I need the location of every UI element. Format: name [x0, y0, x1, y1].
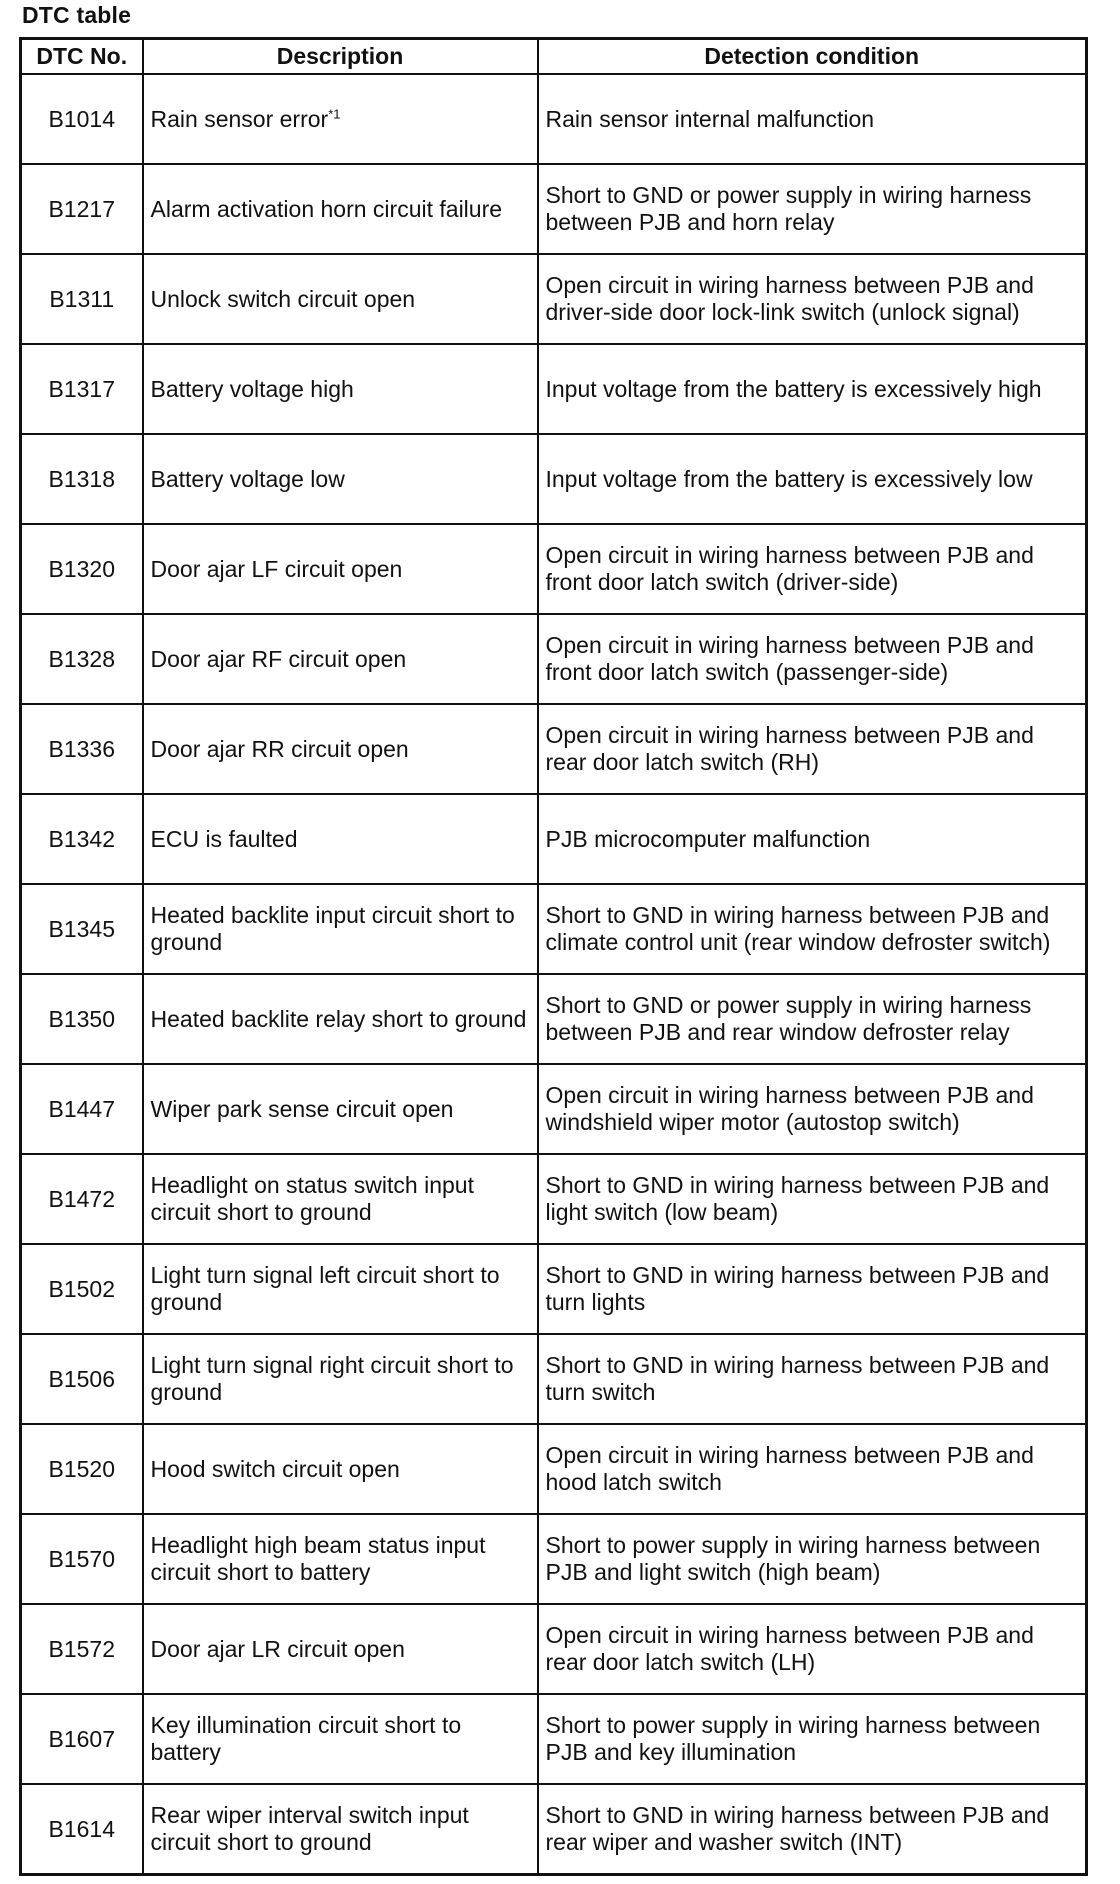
description-text: Door ajar RF circuit open: [150, 645, 407, 672]
description-cell: [143, 704, 538, 794]
description-text: ECU is faulted: [150, 825, 298, 852]
dtc-code-cell: B1570: [21, 1514, 143, 1604]
description-cell: [143, 1604, 538, 1694]
table-row: [21, 1154, 1087, 1244]
description-text: Door ajar RR circuit open: [150, 735, 409, 762]
detection-condition-cell: Open circuit in wiring harness between PJB and front door latch switch (passenger-side): [538, 614, 1087, 704]
description-cell: [143, 164, 538, 254]
detection-condition-cell: PJB microcomputer malfunction: [538, 794, 1087, 884]
description-text: Unlock switch circuit open: [150, 285, 416, 312]
description-text: Battery voltage low: [150, 465, 345, 492]
dtc-code-cell: B1014: [21, 74, 143, 164]
description-text: Heated backlite relay short to ground: [150, 1005, 527, 1032]
description-cell: [143, 1514, 538, 1604]
dtc-code-cell: B1572: [21, 1604, 143, 1694]
description-text: Key illumination circuit short to battery: [150, 1712, 462, 1765]
header-dtc-no: DTC No.: [21, 39, 143, 75]
description-cell: [143, 1784, 538, 1875]
detection-condition-cell: Open circuit in wiring harness between PJB and rear door latch switch (LH): [538, 1604, 1087, 1694]
description-cell: [143, 254, 538, 344]
table-row: [21, 1334, 1087, 1424]
description-cell: [143, 434, 538, 524]
table-row: [21, 1694, 1087, 1784]
description-cell: [143, 884, 538, 974]
dtc-code-cell: B1217: [21, 164, 143, 254]
description-cell: [143, 344, 538, 434]
table-row: [21, 524, 1087, 614]
footnote-marker: *1: [328, 105, 341, 121]
dtc-code-cell: B1345: [21, 884, 143, 974]
description-cell: [143, 614, 538, 704]
description-cell: [143, 974, 538, 1064]
table-row: [21, 614, 1087, 704]
table-header-row: [21, 39, 1087, 75]
detection-condition-cell: Short to GND in wiring harness between PJB and turn lights: [538, 1244, 1087, 1334]
description-cell: [143, 1244, 538, 1334]
dtc-code-cell: B1520: [21, 1424, 143, 1514]
dtc-code-cell: B1342: [21, 794, 143, 884]
header-detection-condition: Detection condition: [538, 39, 1087, 75]
table-row: [21, 974, 1087, 1064]
detection-condition-cell: Short to GND or power supply in wiring harness between PJB and horn relay: [538, 164, 1087, 254]
detection-condition-cell: Short to power supply in wiring harness between PJB and key illumination: [538, 1694, 1087, 1784]
dtc-code-cell: B1320: [21, 524, 143, 614]
table-row: [21, 1424, 1087, 1514]
detection-condition-cell: Rain sensor internal malfunction: [538, 74, 1087, 164]
table-row: [21, 1784, 1087, 1875]
dtc-code-cell: B1472: [21, 1154, 143, 1244]
table-row: [21, 74, 1087, 164]
detection-condition-cell: Open circuit in wiring harness between PJB and rear door latch switch (RH): [538, 704, 1087, 794]
description-text: Hood switch circuit open: [150, 1455, 400, 1482]
dtc-code-cell: B1328: [21, 614, 143, 704]
dtc-table: [19, 37, 1088, 1876]
description-text: Light turn signal right circuit short to ground: [150, 1352, 514, 1405]
detection-condition-cell: Short to power supply in wiring harness between PJB and light switch (high beam): [538, 1514, 1087, 1604]
table-row: [21, 1604, 1087, 1694]
detection-condition-cell: Open circuit in wiring harness between PJB and front door latch switch (driver-side): [538, 524, 1087, 614]
description-text: Door ajar LR circuit open: [150, 1635, 405, 1662]
description-text: Light turn signal left circuit short to ground: [150, 1262, 500, 1315]
detection-condition-cell: Short to GND in wiring harness between PJB and rear wiper and washer switch (INT): [538, 1784, 1087, 1875]
description-text: Battery voltage high: [150, 375, 354, 402]
table-row: [21, 434, 1087, 524]
description-text: Rear wiper interval switch input circuit short to ground: [150, 1802, 469, 1855]
description-text: Headlight on status switch input circuit short to ground: [150, 1172, 474, 1225]
description-cell: [143, 794, 538, 884]
detection-condition-cell: Open circuit in wiring harness between PJB and driver-side door lock-link switch (unlock signal): [538, 254, 1087, 344]
header-description: Description: [143, 39, 538, 75]
detection-condition-cell: Short to GND in wiring harness between PJB and climate control unit (rear window defroster switch): [538, 884, 1087, 974]
dtc-code-cell: B1336: [21, 704, 143, 794]
dtc-code-cell: B1506: [21, 1334, 143, 1424]
detection-condition-cell: Input voltage from the battery is excessively high: [538, 344, 1087, 434]
description-text: Wiper park sense circuit open: [150, 1095, 454, 1122]
table-row: [21, 1064, 1087, 1154]
dtc-code-cell: B1502: [21, 1244, 143, 1334]
detection-condition-cell: Open circuit in wiring harness between PJB and hood latch switch: [538, 1424, 1087, 1514]
table-row: [21, 1244, 1087, 1334]
dtc-code-cell: B1447: [21, 1064, 143, 1154]
dtc-code-cell: B1318: [21, 434, 143, 524]
table-body: [21, 74, 1087, 1875]
description-cell: [143, 1694, 538, 1784]
dtc-code-cell: B1614: [21, 1784, 143, 1875]
description-cell: [143, 1424, 538, 1514]
description-text: Door ajar LF circuit open: [150, 555, 403, 582]
table-row: [21, 254, 1087, 344]
page-title: DTC table: [22, 2, 132, 28]
description-text: Alarm activation horn circuit failure: [150, 195, 503, 222]
description-cell: [143, 1154, 538, 1244]
description-text: Rain sensor error: [150, 105, 329, 132]
detection-condition-cell: Short to GND in wiring harness between PJB and light switch (low beam): [538, 1154, 1087, 1244]
description-cell: [143, 524, 538, 614]
table-row: [21, 794, 1087, 884]
table-row: [21, 884, 1087, 974]
dtc-code-cell: B1607: [21, 1694, 143, 1784]
detection-condition-cell: Open circuit in wiring harness between PJB and windshield wiper motor (autostop switch): [538, 1064, 1087, 1154]
description-cell: [143, 74, 538, 164]
description-cell: [143, 1064, 538, 1154]
table-row: [21, 1514, 1087, 1604]
dtc-code-cell: B1350: [21, 974, 143, 1064]
dtc-code-cell: B1317: [21, 344, 143, 434]
detection-condition-cell: Short to GND or power supply in wiring harness between PJB and rear window defroster relay: [538, 974, 1087, 1064]
detection-condition-cell: Short to GND in wiring harness between PJB and turn switch: [538, 1334, 1087, 1424]
description-text: Heated backlite input circuit short to ground: [150, 902, 515, 955]
detection-condition-cell: Input voltage from the battery is excessively low: [538, 434, 1087, 524]
table-row: [21, 704, 1087, 794]
description-cell: [143, 1334, 538, 1424]
table-row: [21, 164, 1087, 254]
description-text: Headlight high beam status input circuit short to battery: [150, 1532, 486, 1585]
dtc-code-cell: B1311: [21, 254, 143, 344]
table-row: [21, 344, 1087, 434]
